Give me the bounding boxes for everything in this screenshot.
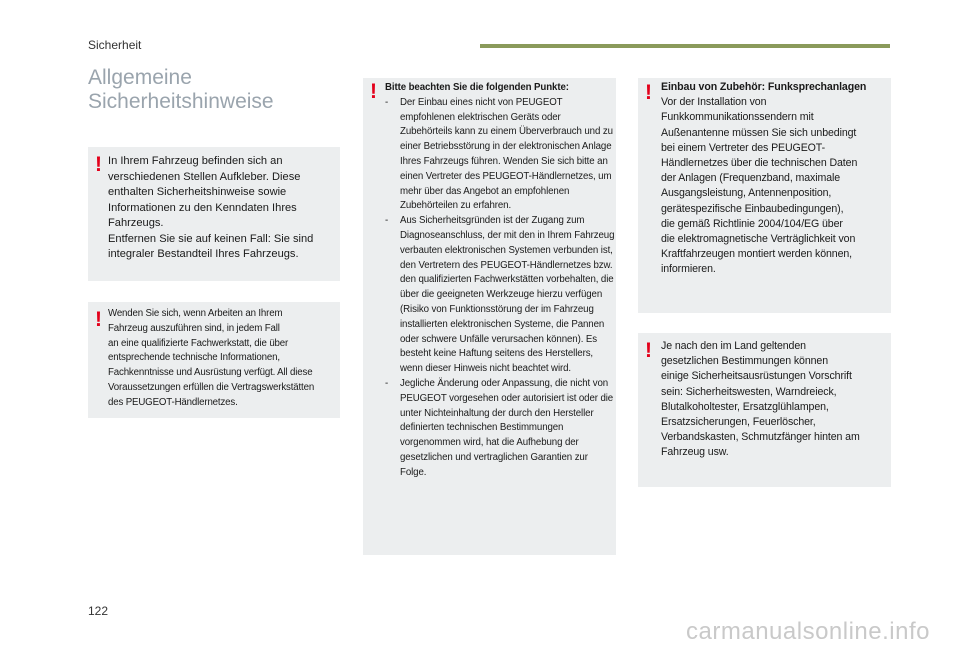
warning-icon: ! <box>95 153 102 176</box>
list-item-text: Jegliche Änderung oder Anpassung, die nicht von PEUGEOT vorgesehen oder autorisiert ist oder die unter Nichteinhaltung der durch den Hersteller definierten technischen Bestimmungen vorgenommen wird, hat die Aufhebung der gesetzlichen und vertraglichen Garantien zur Folge. <box>400 377 614 478</box>
list-item <box>385 214 615 377</box>
list-item <box>385 377 615 481</box>
note-heading: Bitte beachten Sie die folgenden Punkte: <box>385 82 569 93</box>
watermark: carmanualsonline.info <box>686 618 930 645</box>
note-text: In Ihrem Fahrzeug befinden sich an verschiedenen Stellen Aufkleber. Diese enthalten Sicherheitshinweise sowie Informationen zu den Kenndaten Ihres Fahrzeugs. Entfernen Sie sie auf keinen Fall: Sie sind integraler Bestandteil Ihres Fahrzeugs. <box>108 155 314 260</box>
note-text: Vor der Installation von Funkkommunikationssendern mit Außenantenne müssen Sie sich unbedingt bei einem Vertreter des PEUGEOT- Händlernetzes über die technischen Daten der Anlagen (Frequenzband, maximale Ausgangsleistung, Antennenposition, gerätespezifische Einbaubedingungen), die gemäß Richtlinie 2004/104/EG über die elektromagnetische Verträglichkeit von Kraftfahrzeugen montiert werden können, informieren. <box>661 96 858 276</box>
list-item <box>385 96 615 214</box>
page-number: 122 <box>88 604 109 618</box>
note-text: Je nach den im Land geltenden gesetzlichen Bestimmungen können einige Sicherheitsausrüstungen Vorschrift sein: Sicherheitswesten, Warndreieck, Blutalkoholtester, Ersatzglühlampen, Ersatzsicherungen, Feuerlöscher, Verbandskasten, Schmutzfänger hinten am Fahrzeug usw. <box>661 340 860 459</box>
warning-note-workshop <box>88 302 340 418</box>
list-item-text: Der Einbau eines nicht von PEUGEOT empfohlenen elektrischen Geräts oder Zubehörteils kann zu einem Überverbrauch und zu einer Betriebsstörung in der elektronischen Anlage Ihres Fahrzeugs führen. Wenden Sie sich bitte an einen Vertreter des PEUGEOT-Händlernetzes, um mehr über das Angebot an empfohlenen Zubehörteilen zu erfahren. <box>400 96 613 212</box>
warning-note-labels <box>88 147 340 281</box>
warning-note-equipment <box>638 333 891 487</box>
section-label: Sicherheit <box>88 38 142 52</box>
bullet-dash: - <box>385 377 389 389</box>
note-text: Wenden Sie sich, wenn Arbeiten an Ihrem Fahrzeug auszuführen sind, in jedem Fall an eine qualifizierte Fachwerkstatt, die über entsprechende technische Informationen, Fachkenntnisse und Ausrüstung verfügt. All diese Voraussetzungen erfüllen die Vertragswerkstätten des PEUGEOT-Händlernetzes. <box>108 308 315 408</box>
page-title: Allgemeine Sicherheitshinweise <box>88 66 274 113</box>
warning-icon: ! <box>370 80 377 103</box>
header-accent-bar <box>480 44 890 48</box>
warning-icon: ! <box>95 308 102 331</box>
note-heading: Einbau von Zubehör: Funksprechanlagen <box>661 81 867 93</box>
bullet-dash: - <box>385 96 389 108</box>
list-item-text: Aus Sicherheitsgründen ist der Zugang zum Diagnoseanschluss, der mit den in Ihrem Fahrzeug verbauten elektronischen Systemen verbunden ist, den Vertretern des PEUGEOT-Händlernetzes bzw. den qualifizierten Fachwerkstätten vorbehalten, die über die geeigneten Werkzeuge hierzu verfügen (Risiko von Funktionsstörung der im Fahrzeug installierten elektronischen Systeme, die Pannen oder schwere Unfälle verursachen können). Es besteht keine Haftung seitens des Herstellers, wenn dieser Hinweis nicht beachtet wird. <box>400 215 615 375</box>
warning-note-accessories <box>638 78 891 313</box>
warning-note-points <box>363 78 616 555</box>
warning-icon: ! <box>645 81 652 104</box>
bullet-dash: - <box>385 215 389 227</box>
warning-icon: ! <box>645 339 652 362</box>
